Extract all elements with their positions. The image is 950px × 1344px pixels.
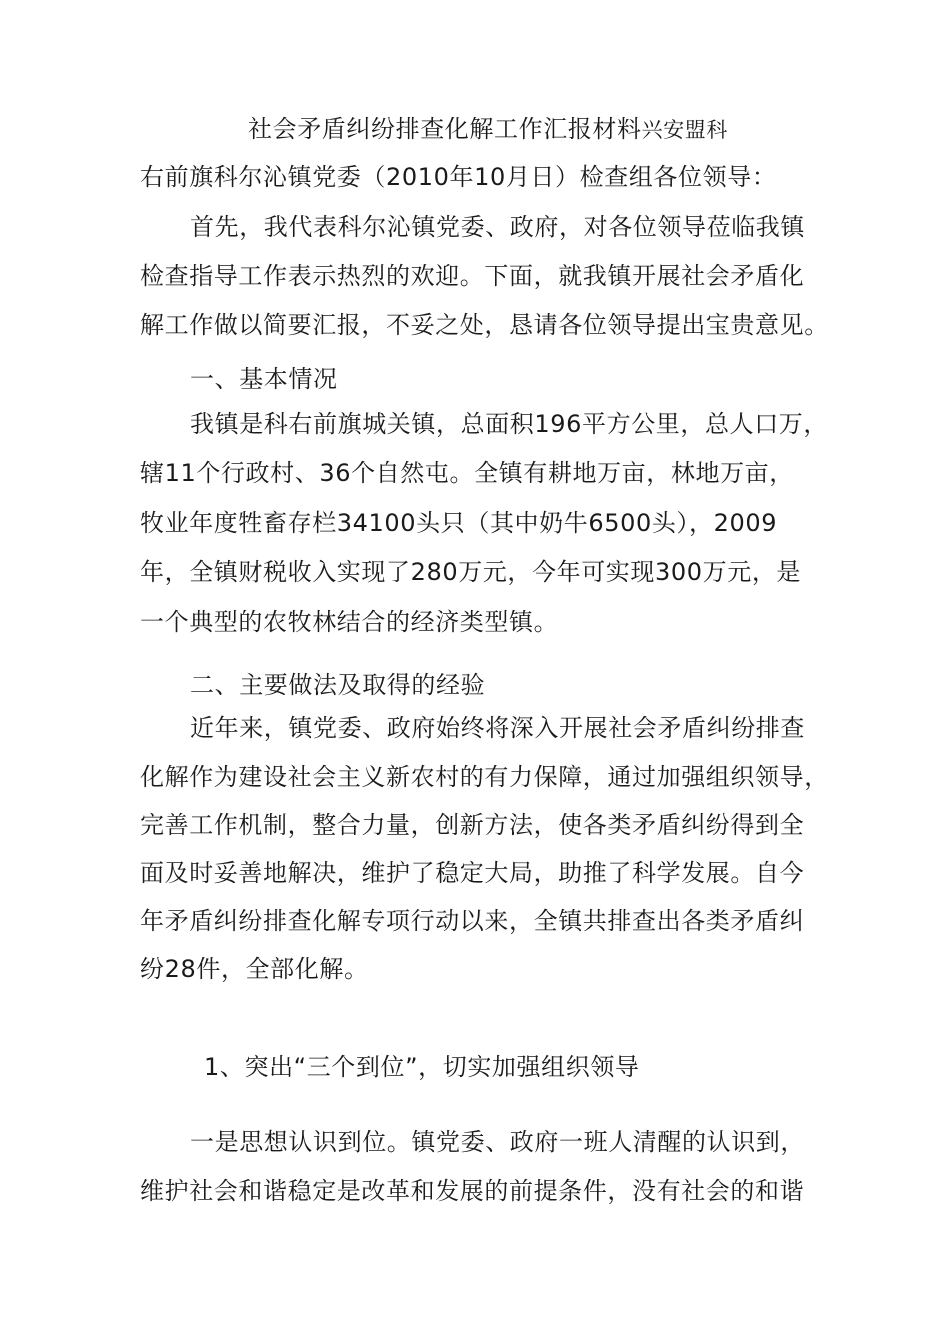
document-title <box>248 112 728 147</box>
line-sub1-2: 维护社会和谐稳定是改革和发展的前提条件，没有社会的和谐 <box>140 1177 805 1205</box>
line-basic-3: 牧业年度牲畜存栏34100头只（其中奶牛6500头），2009 <box>140 509 778 537</box>
line-sub1-1: 一是思想认识到位。镇党委、政府一班人清醒的认识到， <box>190 1128 805 1156</box>
section-heading-practices: 二、主要做法及取得的经验 <box>190 671 486 699</box>
line-practice-6: 纷28件，全部化解。 <box>140 955 369 983</box>
line-practice-2: 化解作为建设社会主义新农村的有力保障，通过加强组织领导， <box>140 763 829 791</box>
line-intro-3: 解工作做以简要汇报，不妥之处，恳请各位领导提出宝贵意见。 <box>140 311 829 339</box>
subsection-heading-1: 1、突出“三个到位”，切实加强组织领导 <box>204 1053 640 1081</box>
line-practice-1: 近年来，镇党委、政府始终将深入开展社会矛盾纠纷排查 <box>190 714 805 742</box>
line-basic-1: 我镇是科右前旗城关镇，总面积196平方公里，总人口万， <box>190 410 829 438</box>
title-suffix: 兴安盟科 <box>641 118 729 142</box>
line-basic-5: 一个典型的农牧林结合的经济类型镇。 <box>140 608 559 636</box>
line-basic-2: 辖11个行政村、36个自然屯。全镇有耕地万亩，林地万亩， <box>140 459 794 487</box>
line-practice-5: 年矛盾纠纷排查化解专项行动以来，全镇共排查出各类矛盾纠 <box>140 907 805 935</box>
line-practice-4: 面及时妥善地解决，维护了稳定大局，助推了科学发展。自今 <box>140 859 805 887</box>
line-intro-1: 首先，我代表科尔沁镇党委、政府，对各位领导莅临我镇 <box>190 213 805 241</box>
line-basic-4: 年，全镇财税收入实现了280万元，今年可实现300万元，是 <box>140 558 802 586</box>
line-header-org: 右前旗科尔沁镇党委（2010年10月日）检查组各位领导： <box>140 163 777 191</box>
section-heading-basic: 一、基本情况 <box>190 365 338 393</box>
title-main: 社会矛盾纠纷排查化解工作汇报材料 <box>248 115 642 143</box>
line-intro-2: 检查指导工作表示热烈的欢迎。下面，就我镇开展社会矛盾化 <box>140 262 805 290</box>
line-practice-3: 完善工作机制，整合力量，创新方法，使各类矛盾纠纷得到全 <box>140 811 805 839</box>
